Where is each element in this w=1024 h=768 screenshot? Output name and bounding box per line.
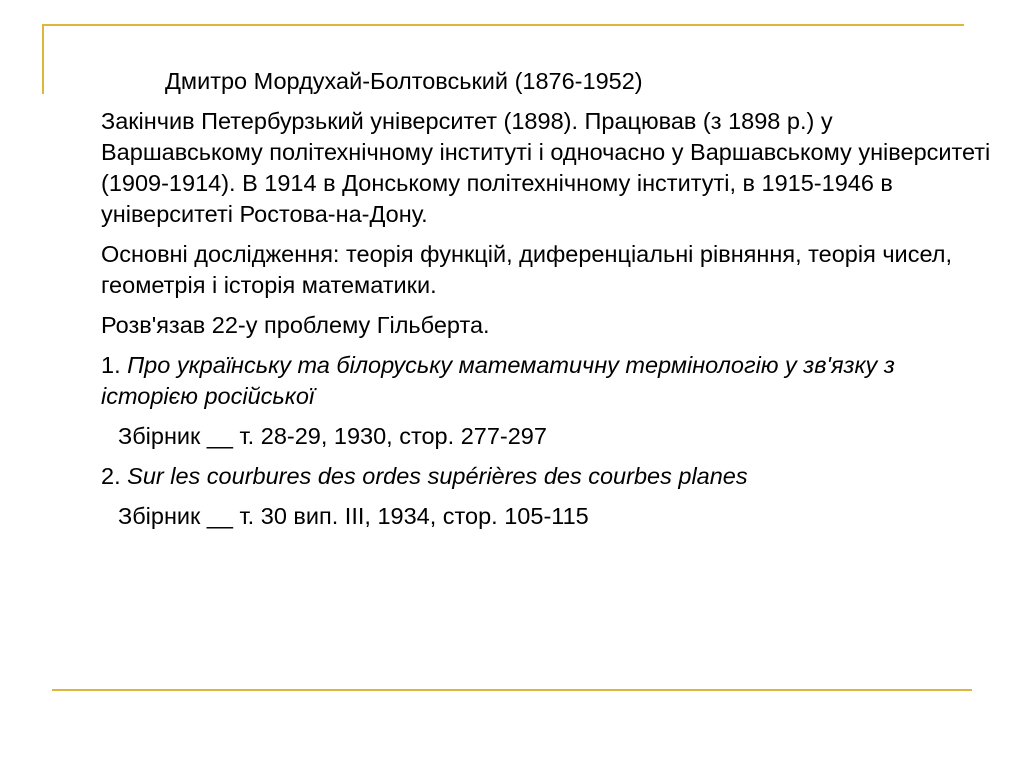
reference-number: 1. — [101, 352, 121, 378]
reference-detail-2: Збірник __ т. 30 вип. III, 1934, стор. 105-115 — [118, 503, 589, 529]
frame-top-line — [42, 24, 964, 26]
reference-item-2 — [101, 461, 991, 492]
bio-paragraph: Закінчив Петербурзький університет (1898). Працював (з 1898 р.) у Варшавському політехнічному інституті і одночасно у Варшавському університеті (1909-1914). В 1914 в Донському політехнічному інституті, в 1915-1946 в університеті Ростова-на-Дону. — [101, 108, 991, 227]
reference-detail-1: Збірник __ т. 28-29, 1930, стор. 277-297 — [118, 423, 547, 449]
slide-body — [101, 66, 991, 541]
reference-title: Sur les courbures des ordes supérières des courbes planes — [127, 463, 748, 489]
frame-left-line — [42, 24, 44, 94]
research-paragraph: Основні дослідження: теорія функцій, диференціальні рівняння, теорія чисел, геометрія і історія математики. — [101, 241, 952, 298]
reference-title: Про українську та білоруську математичну термінологію у зв'язку з історією російської — [101, 352, 895, 409]
reference-item-1 — [101, 350, 991, 412]
frame-bottom-line — [52, 689, 972, 691]
slide-title: Дмитро Мордухай-Болтовський (1876-1952) — [165, 68, 643, 94]
reference-number: 2. — [101, 463, 121, 489]
hilbert-paragraph: Розв'язав 22-у проблему Гільберта. — [101, 312, 490, 338]
